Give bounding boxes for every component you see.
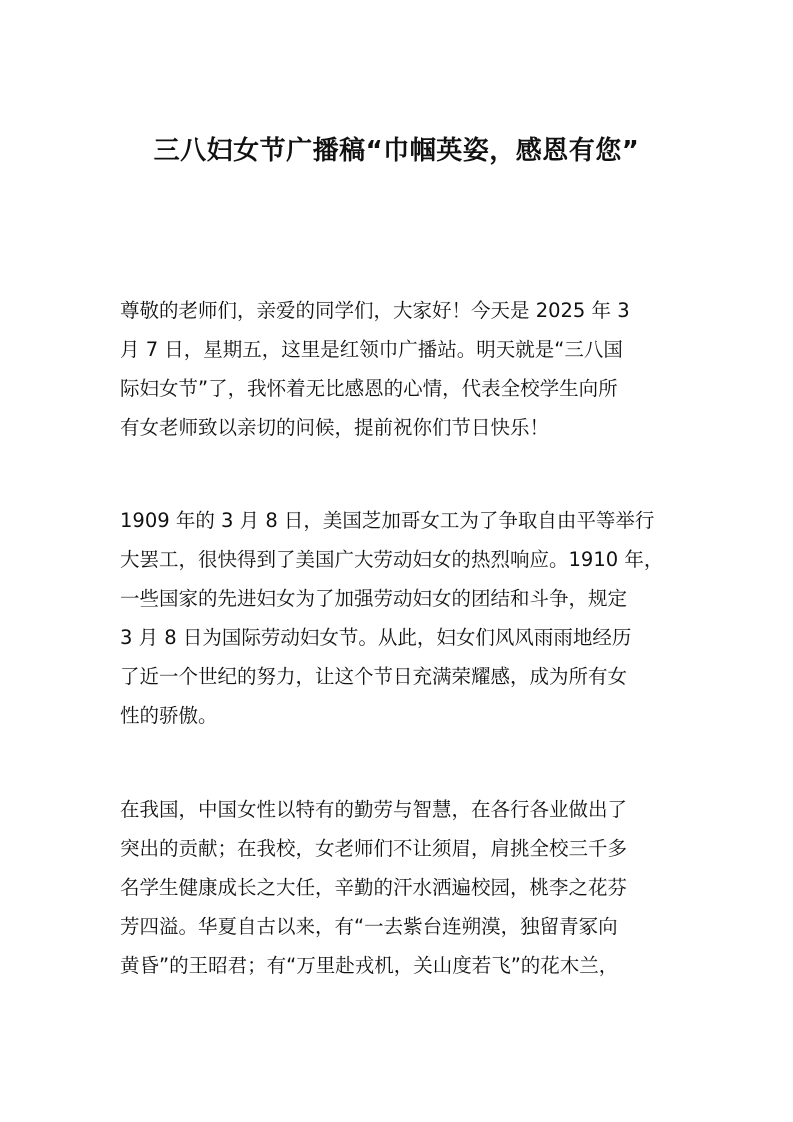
text-line: 黄昏”的王昭君；有“万里赴戎机，关山度若飞”的花木兰， [120, 954, 619, 977]
text-line: 性的骄傲。 [120, 704, 218, 727]
text-line: 芳四溢。华夏自古以来，有“一去紫台连朔漠，独留青冢向 [120, 915, 618, 938]
paragraph-history [120, 501, 690, 735]
text-line: 了近一个世纪的努力，让这个节日充满荣耀感，成为所有女 [120, 665, 628, 688]
text-line: 一些国家的先进妇女为了加强劳动妇女的团结和斗争，规定 [120, 587, 628, 610]
text-line: 月 7 日，星期五，这里是红领巾广播站。明天就是“三八国 [120, 338, 623, 361]
text-line: 在我国，中国女性以特有的勤劳与智慧，在各行各业做出了 [120, 798, 628, 821]
paragraph-greeting [120, 291, 690, 447]
paragraph-tribute [120, 790, 690, 985]
text-line: 1909 年的 3 月 8 日，美国芝加哥女工为了争取自由平等举行 [120, 509, 655, 532]
text-line: 大罢工，很快得到了美国广大劳动妇女的热烈响应。1910 年， [120, 548, 664, 571]
text-line: 名学生健康成长之大任，辛勤的汗水洒遍校园，桃李之花芬 [120, 876, 628, 899]
text-line: 有女老师致以亲切的问候，提前祝你们节日快乐！ [120, 416, 550, 439]
document-title: 三八妇女节广播稿“巾帼英姿，感恩有您” [153, 136, 640, 166]
text-line: 突出的贡献；在我校，女老师们不让须眉，肩挑全校三千多 [120, 837, 628, 860]
text-line: 际妇女节”了，我怀着无比感恩的心情，代表全校学生向所 [120, 377, 618, 400]
text-line: 尊敬的老师们，亲爱的同学们，大家好！今天是 2025 年 3 [120, 299, 630, 322]
text-line: 3 月 8 日为国际劳动妇女节。从此，妇女们风风雨雨地经历 [120, 626, 632, 649]
